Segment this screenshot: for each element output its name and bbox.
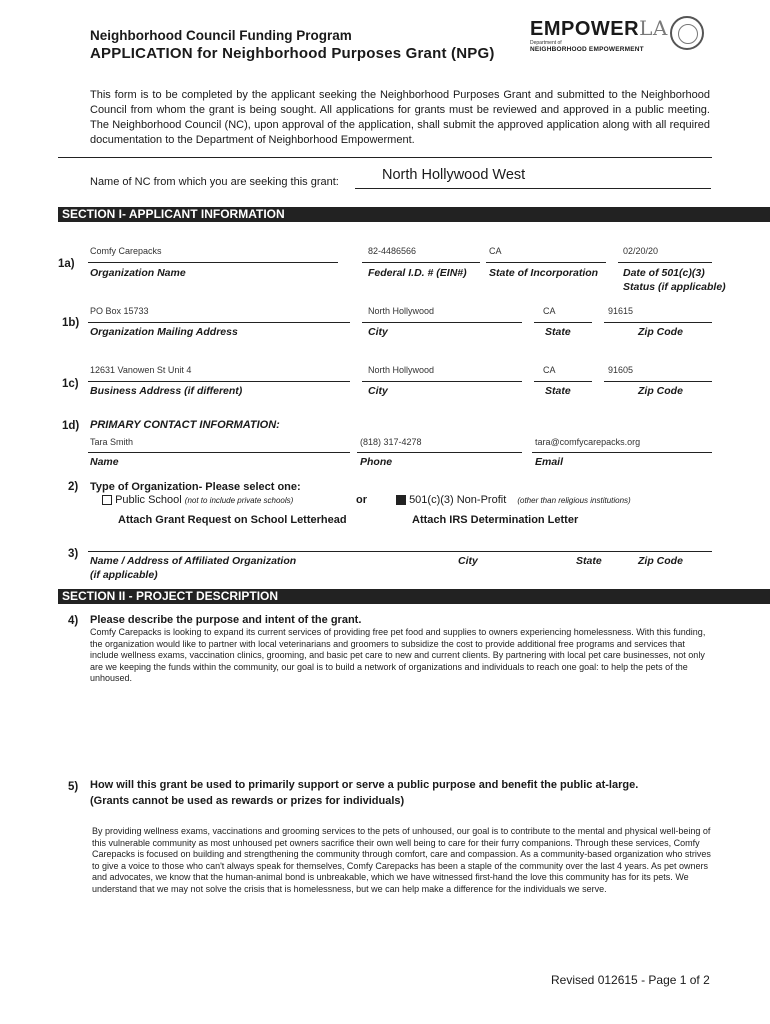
phone-label: Phone — [360, 456, 393, 468]
state-field[interactable]: CA — [543, 365, 556, 375]
nc-name-field[interactable]: North Hollywood West — [382, 167, 526, 183]
q5-question: How will this grant be used to primarily support or serve a public purpose and benefit the public at-large. — [90, 779, 639, 791]
logo-dept-small: Department of — [530, 40, 562, 46]
logo-dept: NEIGHBORHOOD EMPOWERMENT — [530, 46, 644, 53]
underline — [88, 322, 350, 323]
checkbox-checked-icon[interactable] — [396, 495, 406, 505]
date-label-2: Status (if applicable) — [623, 281, 726, 293]
underline — [618, 262, 712, 263]
zip-label: Zip Code — [638, 385, 683, 397]
mailing-address-field[interactable]: PO Box 15733 — [90, 306, 149, 316]
city-seal-icon — [670, 16, 704, 50]
row-number: 5) — [68, 781, 79, 793]
checkbox-icon[interactable] — [102, 495, 112, 505]
row-number: 3) — [68, 548, 79, 560]
q5-question-2: (Grants cannot be used as rewards or prizes for individuals) — [90, 795, 405, 807]
intro-paragraph: This form is to be completed by the applicant seeking the Neighborhood Purposes Grant and submitted to the Neighborhood Council from whom the grant is being sought. All applications for grants must be reviewed and approved in a public meeting. The Neighborhood Council (NC), upon approval of the application, shall submit the approved application along with all required documentation to the Department of Neighborhood Empowerment. — [90, 89, 710, 146]
affiliated-state-label: State — [576, 555, 602, 567]
q4-answer[interactable]: Comfy Carepacks is looking to expand its current services of providing free pet food and supplies to owners experiencing homelessness. With this funding, the organization would like to partner with local veterinarians and groomers to subsidize the cost to provide additional free programs and services that include wellness exams, vaccination clinics, grooming, and basic pet care to new and current clients. By partnering with local pet care businesses, not only are we keeping the funds within the community, our goal is to build a network of organizations and individuals to reach one goal: to help the pets of the unhoused. — [90, 627, 706, 683]
ein-field[interactable]: 82-4486566 — [368, 246, 417, 256]
state-inc-field[interactable]: CA — [489, 246, 502, 256]
underline — [534, 322, 592, 323]
form-title: APPLICATION for Neighborhood Purposes Grant (NPG) — [90, 45, 495, 62]
email-field[interactable]: tara@comfycarepacks.org — [535, 437, 641, 447]
program-title: Neighborhood Council Funding Program — [90, 28, 352, 43]
contact-name-label: Name — [90, 456, 119, 468]
row-number: 2) — [68, 481, 79, 493]
public-school-option[interactable] — [102, 494, 293, 506]
q5-answer[interactable]: By providing wellness exams, vaccinations and grooming services to the pets of unhoused, our goal is to contribute to the mental and physical well-being of this vulnerable community as most unhoused pet owners sacrifice their own well being to care for their furry companions. Through these services, Comfy Carepacks is focused on building and strengthening the community through comfort, care and compassion. As a community-based organization who strives to give a voice to those who can't always speak for themselves, Comfy Carepacks has been a staple of the community over the last 4 years. As pet owners and advocates, we know that the human-animal bond is unbreakable, which we have witnessed first-hand the love this community has for its pets. We understand that we may not solve the crisis that is homelessness, but we can help make a difference for the individuals we serve. — [92, 826, 711, 894]
underline — [486, 262, 606, 263]
logo-word: EMPOWER — [530, 18, 640, 40]
underline — [604, 322, 712, 323]
affiliated-org-label: Name / Address of Affiliated Organization — [90, 555, 297, 567]
nonprofit-label: 501(c)(3) Non-Profit — [409, 494, 507, 506]
city-field[interactable]: North Hollywood — [368, 365, 435, 375]
divider — [58, 157, 712, 158]
underline — [357, 452, 522, 453]
city-label: City — [368, 326, 388, 338]
email-label: Email — [535, 456, 564, 468]
nonprofit-note: (other than religious institutions) — [517, 496, 631, 505]
contact-name-field[interactable]: Tara Smith — [90, 437, 134, 447]
phone-field[interactable]: (818) 317-4278 — [360, 437, 422, 447]
public-school-label: Public School — [115, 494, 182, 506]
state-inc-label: State of Incorporation — [489, 267, 599, 279]
state-label: State — [545, 385, 571, 397]
section-2-header: SECTION II - PROJECT DESCRIPTION — [58, 589, 770, 604]
nc-underline — [355, 188, 711, 189]
underline — [88, 551, 712, 552]
org-name-field[interactable]: Comfy Carepacks — [90, 246, 162, 256]
affiliated-org-label-2: (if applicable) — [90, 569, 158, 581]
affiliated-city-label: City — [458, 555, 478, 567]
attach-letterhead: Attach Grant Request on School Letterhead — [118, 514, 347, 526]
zip-field[interactable]: 91615 — [608, 306, 634, 316]
city-label: City — [368, 385, 388, 397]
row-number: 1c) — [62, 378, 79, 390]
nonprofit-option[interactable] — [396, 494, 631, 506]
underline — [534, 381, 592, 382]
nc-label: Name of NC from which you are seeking this grant: — [90, 176, 339, 188]
business-address-field[interactable]: 12631 Vanowen St Unit 4 — [90, 365, 192, 375]
underline — [88, 262, 338, 263]
state-field[interactable]: CA — [543, 306, 556, 316]
public-school-note: (not to include private schools) — [184, 496, 294, 505]
business-address-label: Business Address (if different) — [90, 385, 243, 397]
attach-irs-letter: Attach IRS Determination Letter — [412, 514, 579, 526]
zip-label: Zip Code — [638, 326, 683, 338]
row-number: 1d) — [62, 420, 80, 432]
row-number: 1a) — [58, 258, 75, 270]
underline — [532, 452, 712, 453]
underline — [604, 381, 712, 382]
empowerla-logo — [530, 16, 720, 62]
state-label: State — [545, 326, 571, 338]
underline — [88, 381, 350, 382]
row-number: 4) — [68, 615, 79, 627]
section-1-header: SECTION I- APPLICANT INFORMATION — [58, 207, 770, 222]
primary-contact-heading: PRIMARY CONTACT INFORMATION: — [90, 419, 280, 431]
underline — [88, 452, 350, 453]
underline — [362, 262, 480, 263]
date-label: Date of 501(c)(3) — [623, 267, 705, 279]
org-name-label: Organization Name — [90, 267, 186, 279]
city-field[interactable]: North Hollywood — [368, 306, 435, 316]
org-type-heading: Type of Organization- Please select one: — [90, 481, 301, 493]
q4-question: Please describe the purpose and intent of the grant. — [90, 614, 362, 626]
underline — [362, 322, 522, 323]
revision-page-number: Revised 012615 - Page 1 of 2 — [551, 973, 710, 987]
zip-field[interactable]: 91605 — [608, 365, 634, 375]
mailing-address-label: Organization Mailing Address — [90, 326, 238, 338]
row-number: 1b) — [62, 317, 80, 329]
ein-label: Federal I.D. # (EIN#) — [368, 267, 467, 279]
underline — [362, 381, 522, 382]
logo-la: LA — [639, 16, 668, 40]
date-501c3-field[interactable]: 02/20/20 — [623, 246, 659, 256]
affiliated-zip-label: Zip Code — [638, 555, 683, 567]
or-text: or — [356, 494, 367, 506]
